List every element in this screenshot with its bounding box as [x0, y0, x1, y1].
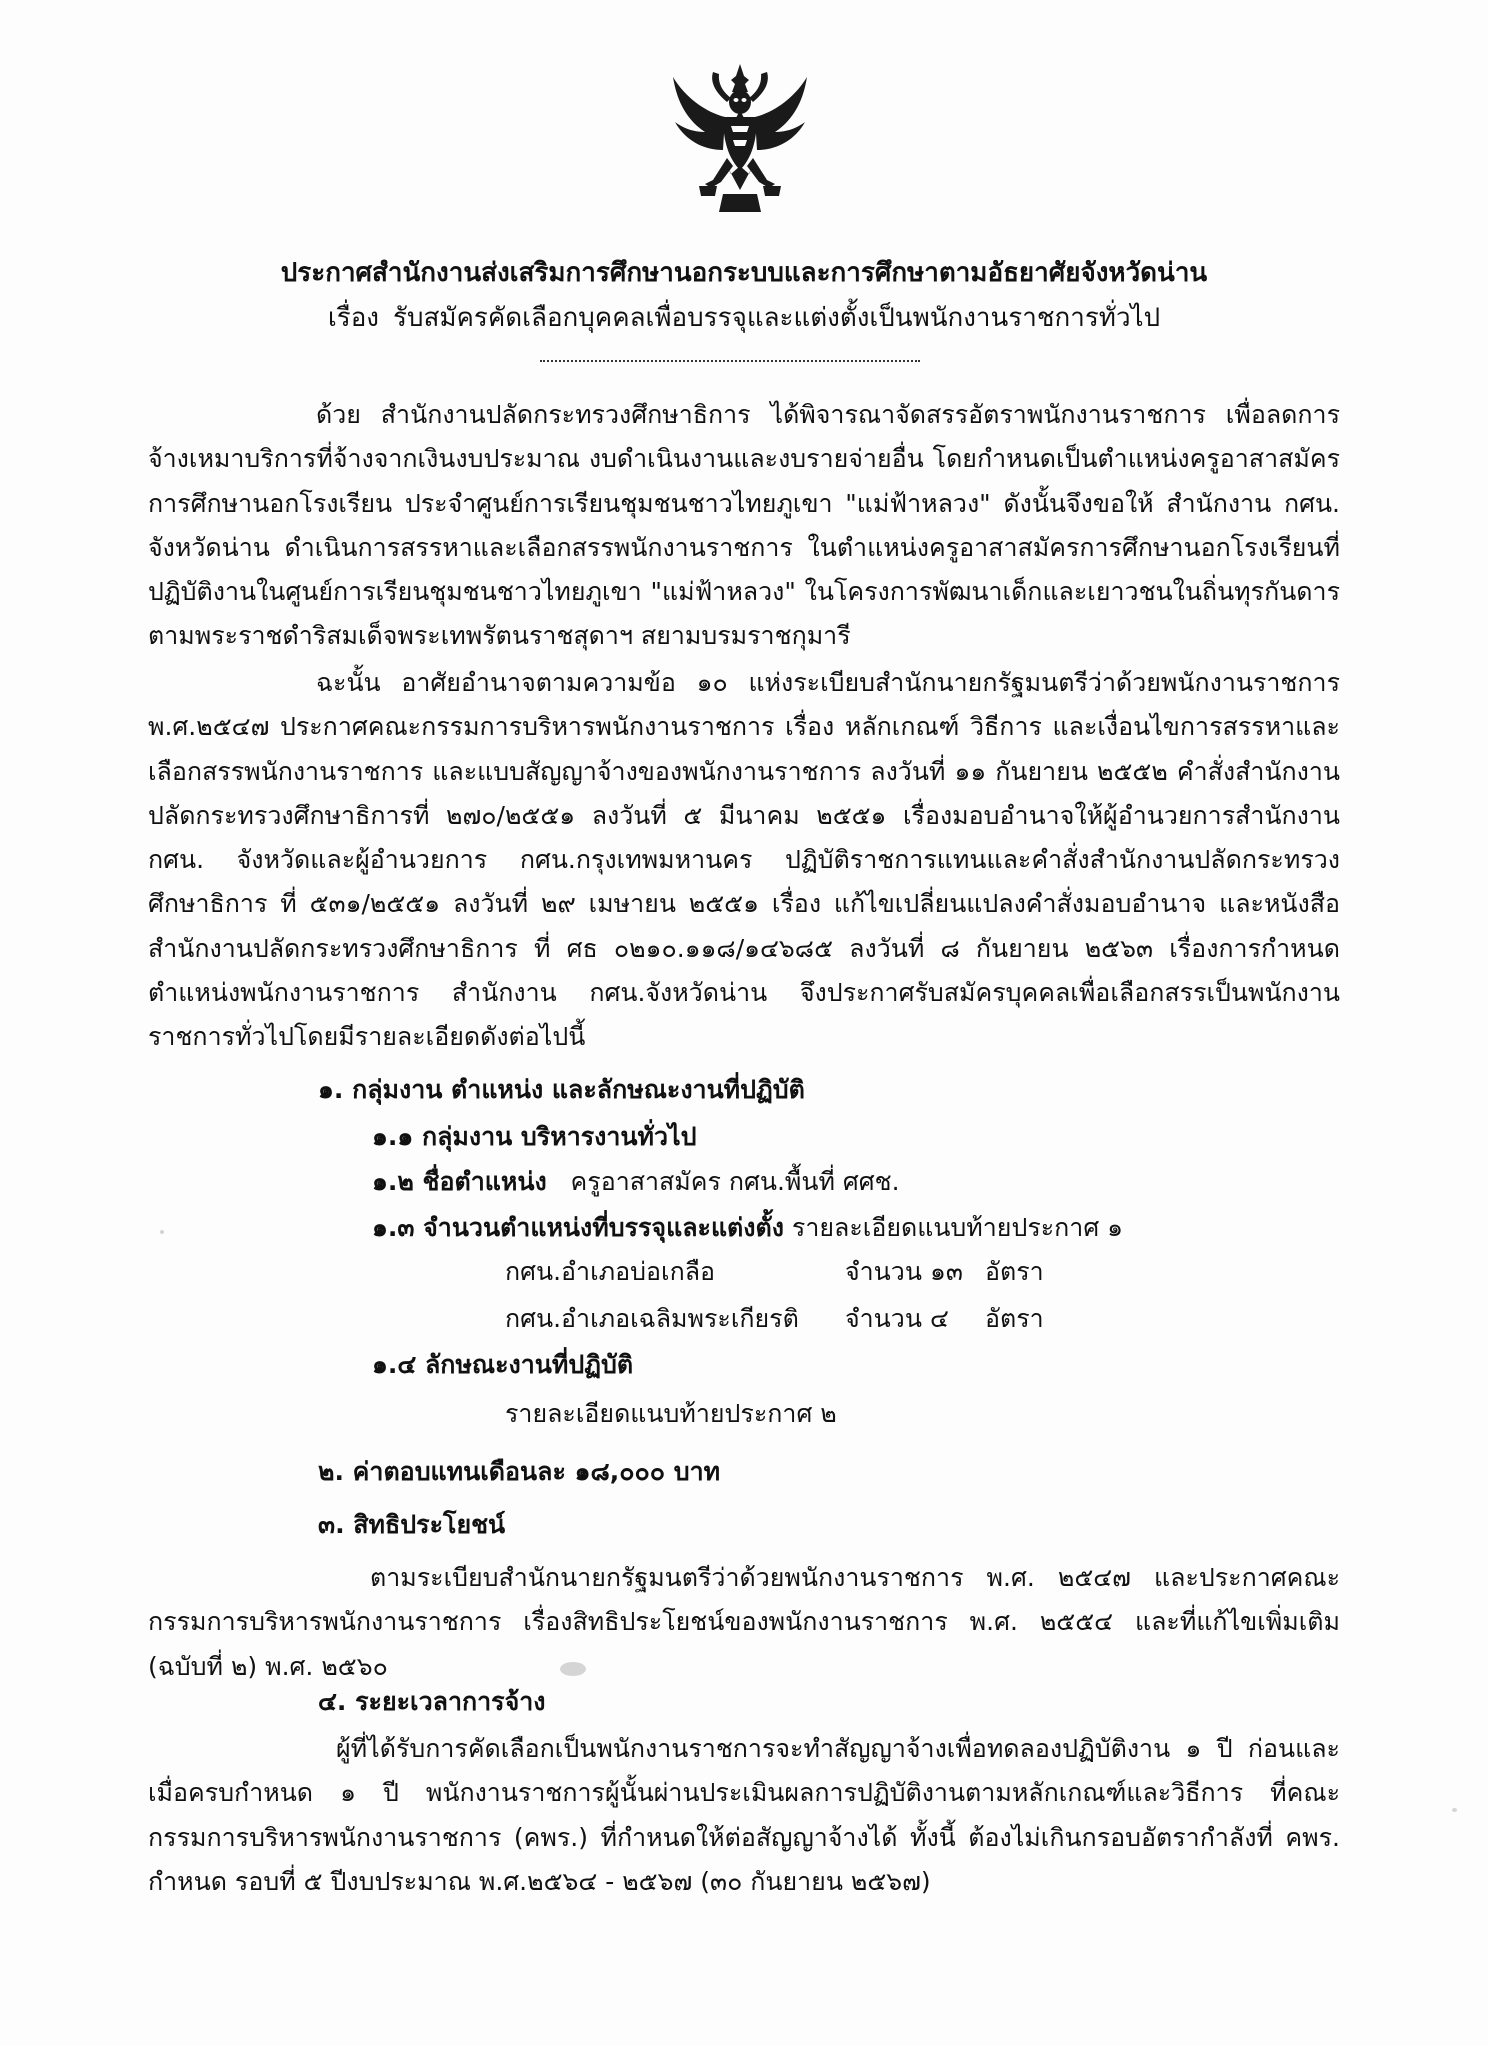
subject-text: รับสมัครคัดเลือกบุคคลเพื่อบรรจุและแต่งตั้งเป็นพนักงานราชการทั่วไป — [393, 303, 1161, 333]
section-1-4-value: รายละเอียดแนบท้ายประกาศ ๒ — [505, 1399, 837, 1428]
position-qty-label: จำนวน — [845, 1304, 922, 1333]
section-4-heading: ๔. ระยะเวลาการจ้าง — [318, 1687, 546, 1716]
employment-period-paragraph: ผู้ที่ได้รับการคัดเลือกเป็นพนักงานราชการจะทำสัญญาจ้างเพื่อทดลองปฏิบัติงาน ๑ ปี ก่อนและเมื่อครบกำหนด ๑ ปี พนักงานราชการผู้นั้นผ่านประเมินผลการปฏิบัติงานตามหลักเกณฑ์และวิธีการ ที่คณะกรรมการบริหารพนักงานราชการ (คพร.) ที่กำหนดให้ต่อสัญญาจ้างได้ ทั้งนี้ ต้องไม่เกินกรอบอัตรากำลังที่ คพร. กำหนด รอบที่ ๕ ปีงบประมาณ พ.ศ.๒๕๖๔ - ๒๕๖๗ (๓๐ กันยายน ๒๕๖๗) — [148, 1734, 1340, 1896]
garuda-emblem-icon — [665, 62, 815, 222]
position-qty: ๔ — [930, 1304, 949, 1333]
announcement-subject — [150, 300, 1338, 336]
section-1-3-label: ๑.๓ จำนวนตำแหน่งที่บรรจุและแต่งตั้ง — [372, 1213, 784, 1242]
section-1-2-value: ครูอาสาสมัคร กศน.พื้นที่ ศศช. — [570, 1167, 900, 1196]
intro-paragraph: ด้วย สำนักงานปลัดกระทรวงศึกษาธิการ ได้พิจารณาจัดสรรอัตราพนักงานราชการ เพื่อลดการจ้างเหมาบริการที่จ้างจากเงินงบประมาณ งบดำเนินงานและงบรายจ่ายอื่น โดยกำหนดเป็นตำแหน่งครูอาสาสมัครการศึกษานอกโรงเรียน ประจำศูนย์การเรียนชุมชนชาวไทยภูเขา "แม่ฟ้าหลวง" ดังนั้นจึงขอให้ สำนักงาน กศน. จังหวัดน่าน ดำเนินการสรรหาและเลือกสรรพนักงานราชการ ในตำแหน่งครูอาสาสมัครการศึกษานอกโรงเรียนที่ปฏิบัติงานในศูนย์การเรียนชุมชนชาวไทยภูเขา "แม่ฟ้าหลวง" ในโครงการพัฒนาเด็กและเยาวชนในถิ่นทุรกันดารตามพระราชดำริสมเด็จพระเทพรัตนราชสุดาฯ สยามบรมราชกุมารี — [148, 400, 1340, 651]
position-unit: กศน.อำเภอเฉลิมพระเกียรติ — [505, 1304, 799, 1333]
subject-label: เรื่อง — [327, 303, 380, 333]
section-1-2 — [372, 1162, 900, 1202]
section-1-3 — [372, 1208, 1123, 1248]
dotted-divider — [540, 360, 920, 362]
section-1-heading: ๑. กลุ่มงาน ตำแหน่ง และลักษณะงานที่ปฏิบัติ — [318, 1075, 805, 1104]
authority-paragraph: ฉะนั้น อาศัยอำนาจตามความข้อ ๑๐ แห่งระเบียบสำนักนายกรัฐมนตรีว่าด้วยพนักงานราชการ พ.ศ.๒๕๔๗ ประกาศคณะกรรมการบริหารพนักงานราชการ เรื่อง หลักเกณฑ์ วิธีการ และเงื่อนไขการสรรหาและเลือกสรรพนักงานราชการ และแบบสัญญาจ้างของพนักงานราชการ ลงวันที่ ๑๑ กันยายน ๒๕๕๒ คำสั่งสำนักงานปลัดกระทรวงศึกษาธิการที่ ๒๗๐/๒๕๕๑ ลงวันที่ ๕ มีนาคม ๒๕๕๑ เรื่องมอบอำนาจให้ผู้อำนวยการสำนักงาน กศน. จังหวัดและผู้อำนวยการ กศน.กรุงเทพมหานคร ปฏิบัติราชการแทนและคำสั่งสำนักงานปลัดกระทรวงศึกษาธิการ ที่ ๕๓๑/๒๕๕๑ ลงวันที่ ๒๙ เมษายน ๒๕๕๑ เรื่อง แก้ไขเปลี่ยนแปลงคำสั่งมอบอำนาจ และหนังสือสำนักงานปลัดกระทรวงศึกษาธิการ ที่ ศธ ๐๒๑๐.๑๑๘/๑๔๖๘๕ ลงวันที่ ๘ กันยายน ๒๕๖๓ เรื่องการกำหนดตำแหน่งพนักงานราชการ สำนักงาน กศน.จังหวัดน่าน จึงประกาศรับสมัครบุคคลเพื่อเลือกสรรเป็นพนักงานราชการทั่วไปโดยมีรายละเอียดดังต่อไปนี้ — [148, 668, 1340, 1052]
benefits-paragraph: ตามระเบียบสำนักนายกรัฐมนตรีว่าด้วยพนักงานราชการ พ.ศ. ๒๕๔๗ และประกาศคณะกรรมการบริหารพนักงานราชการ เรื่องสิทธิประโยชน์ของพนักงานราชการ พ.ศ. ๒๕๕๔ และที่แก้ไขเพิ่มเติม (ฉบับที่ ๒) พ.ศ. ๒๕๖๐ — [148, 1563, 1340, 1681]
position-qty: ๑๓ — [930, 1257, 963, 1286]
position-rate: อัตรา — [985, 1304, 1044, 1333]
section-2-compensation: ๒. ค่าตอบแทนเดือนละ ๑๘,๐๐๐ บาท — [318, 1457, 721, 1486]
announcement-title: ประกาศสำนักงานส่งเสริมการศึกษานอกระบบและการศึกษาตามอัธยาศัยจังหวัดน่าน — [280, 258, 1208, 288]
section-1-3-value: รายละเอียดแนบท้ายประกาศ ๑ — [791, 1213, 1124, 1242]
scan-speck — [560, 1662, 586, 1676]
scan-speck — [160, 1230, 164, 1234]
position-rate: อัตรา — [985, 1257, 1044, 1286]
section-3-heading: ๓. สิทธิประโยชน์ — [318, 1510, 506, 1539]
scan-speck — [1452, 1808, 1457, 1812]
section-1-4-label: ๑.๔ ลักษณะงานที่ปฏิบัติ — [372, 1350, 634, 1379]
position-qty-label: จำนวน — [845, 1257, 922, 1286]
section-1-2-label: ๑.๒ ชื่อตำแหน่ง — [372, 1167, 547, 1196]
section-1-1: ๑.๑ กลุ่มงาน บริหารงานทั่วไป — [372, 1122, 697, 1151]
position-unit: กศน.อำเภอบ่อเกลือ — [505, 1257, 716, 1286]
